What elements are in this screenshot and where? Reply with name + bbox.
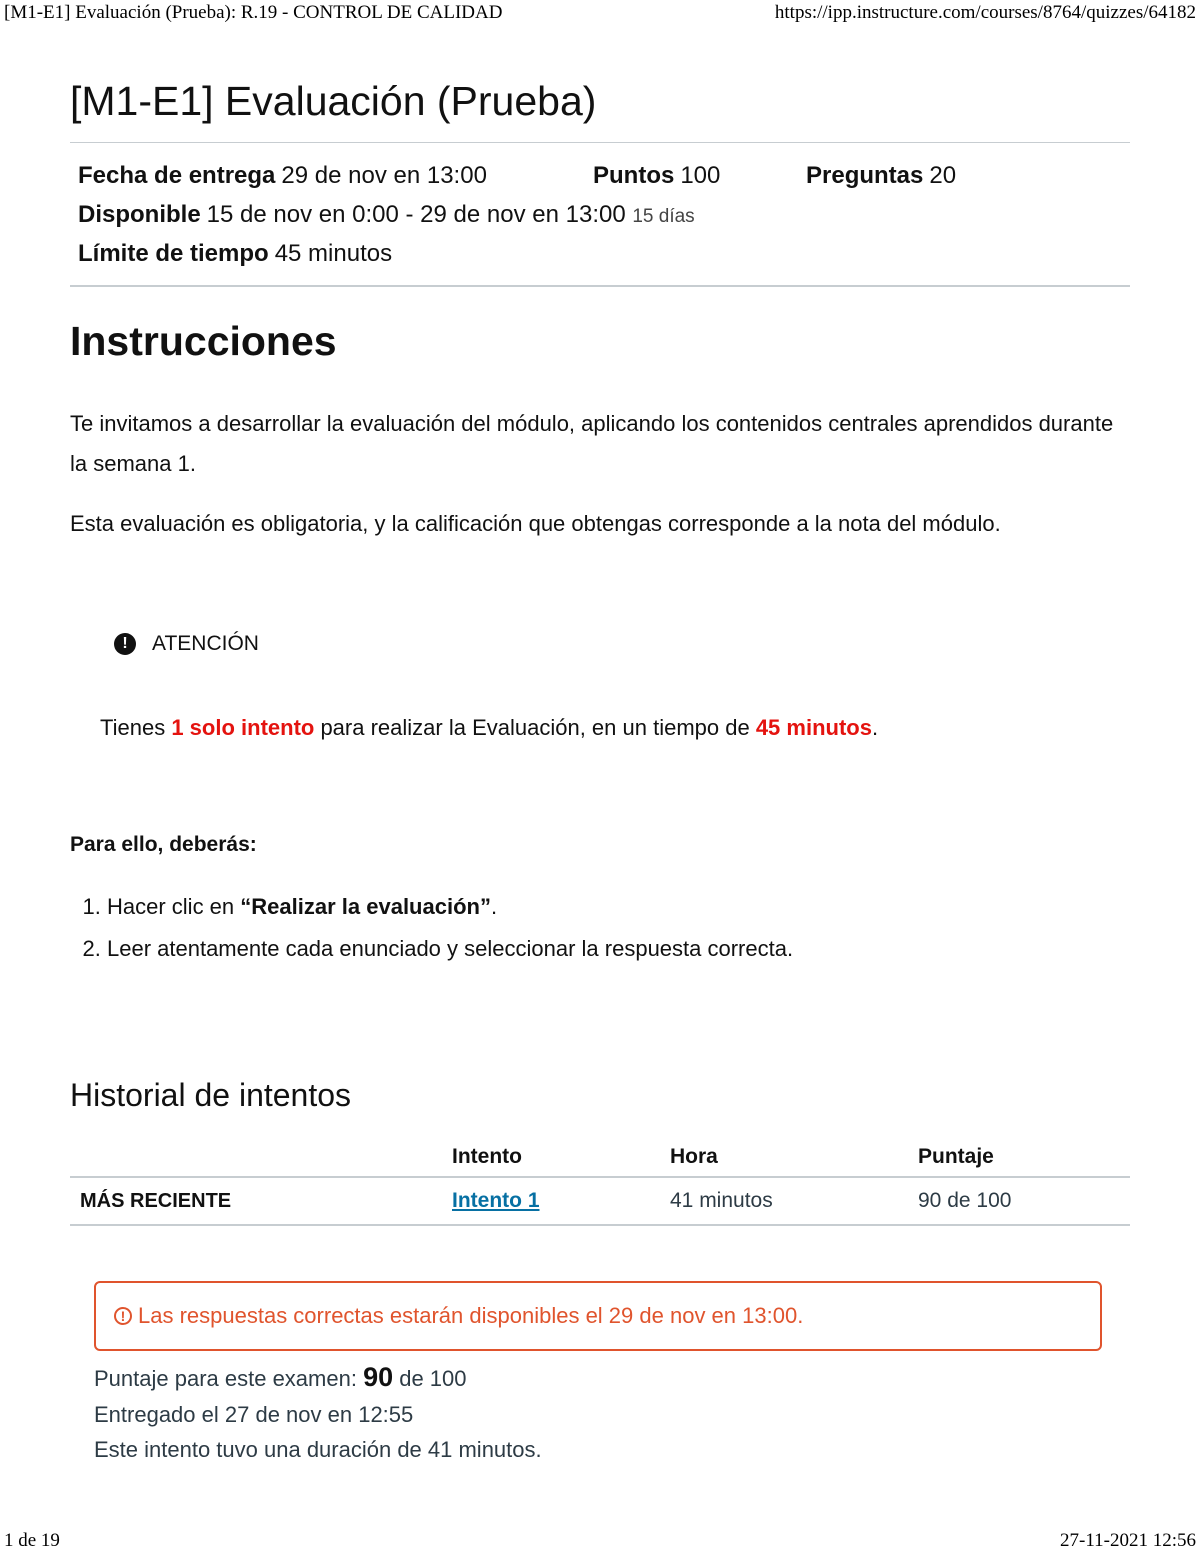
score-summary — [94, 1362, 467, 1393]
step-item — [107, 886, 793, 928]
instructions-paragraph-1: Te invitamos a desarrollar la evaluación del módulo, aplicando los contenidos centrales aprendidos durante la semana 1. — [70, 411, 1114, 476]
time-limit — [78, 240, 392, 268]
history-heading: Historial de intentos — [70, 1077, 352, 1113]
attempt-notice — [100, 715, 878, 741]
attention-callout — [114, 632, 259, 656]
attempt-duration: Este intento tuvo una duración de 41 minutos. — [94, 1437, 542, 1462]
availability — [78, 201, 695, 229]
warning-circle-icon: ! — [114, 1307, 132, 1325]
table-header-row — [70, 1138, 1130, 1177]
score-label: Puntaje para este examen: — [94, 1366, 364, 1391]
print-header-url: https://ipp.instructure.com/courses/8764/quizzes/64182 — [774, 2, 1196, 23]
attempt-notice-text: para realizar la Evaluación, en un tiempo de — [314, 715, 756, 740]
column-header-score: Puntaje — [918, 1138, 1130, 1177]
available-label: Disponible — [78, 201, 201, 228]
score-total: de 100 — [393, 1366, 467, 1391]
points-value: 100 — [680, 162, 721, 189]
page-title: [M1-E1] Evaluación (Prueba) — [70, 78, 597, 124]
attention-label: ATENCIÓN — [152, 632, 259, 655]
column-header — [70, 1138, 452, 1177]
answers-availability-notice — [94, 1281, 1102, 1351]
divider — [70, 285, 1130, 287]
steps-heading: Para ello, deberás: — [70, 833, 257, 856]
score-cell: 90 de 100 — [918, 1177, 1130, 1225]
points-label: Puntos — [593, 162, 675, 189]
column-header-time: Hora — [670, 1138, 918, 1177]
questions — [806, 162, 956, 190]
step-text: Hacer clic en — [107, 894, 241, 919]
attempt-count: 1 solo intento — [171, 715, 315, 740]
due-date — [78, 162, 487, 190]
column-header-attempt: Intento — [452, 1138, 670, 1177]
points — [593, 162, 720, 190]
divider — [70, 142, 1130, 143]
due-label: Fecha de entrega — [78, 162, 276, 189]
time-allowed: 45 minutos — [755, 715, 872, 740]
print-page-number: 1 de 19 — [4, 1530, 60, 1551]
exclamation-circle-icon: ! — [114, 633, 136, 655]
attempt-notice-text: Tienes — [100, 715, 172, 740]
instructions-heading: Instrucciones — [70, 318, 337, 364]
score-value: 90 — [363, 1362, 394, 1392]
attempt-link[interactable]: Intento 1 — [452, 1189, 540, 1212]
attempt-history-table — [70, 1138, 1130, 1226]
print-header-title: [M1-E1] Evaluación (Prueba): R.19 - CONTROL DE CALIDAD — [4, 2, 503, 23]
due-value: 29 de nov en 13:00 — [281, 162, 487, 189]
print-timestamp: 27-11-2021 12:56 — [1060, 1530, 1196, 1551]
step-emphasis: “Realizar la evaluación” — [240, 894, 491, 919]
instructions-paragraph-2: Esta evaluación es obligatoria, y la calificación que obtengas corresponde a la nota del módulo. — [70, 511, 1001, 536]
time-limit-value: 45 minutos — [274, 240, 393, 267]
submitted-date: Entregado el 27 de nov en 12:55 — [94, 1402, 414, 1427]
time-limit-label: Límite de tiempo — [78, 240, 269, 267]
attempt-cell — [452, 1177, 670, 1225]
table-row — [70, 1177, 1130, 1225]
time-cell: 41 minutos — [670, 1177, 918, 1225]
attempt-notice-text: . — [871, 715, 879, 740]
available-days: 15 días — [632, 206, 695, 227]
steps-list — [70, 886, 793, 970]
questions-value: 20 — [929, 162, 957, 189]
step-item: 2. Leer atentamente cada enunciado y seleccionar la respuesta correcta. — [107, 928, 793, 970]
notice-text: Las respuestas correctas estarán disponibles el 29 de nov en 13:00. — [138, 1303, 804, 1328]
questions-label: Preguntas — [806, 162, 924, 189]
step-text: . — [490, 894, 498, 919]
available-value: 15 de nov en 0:00 - 29 de nov en 13:00 — [206, 201, 626, 228]
row-label: MÁS RECIENTE — [70, 1177, 452, 1225]
